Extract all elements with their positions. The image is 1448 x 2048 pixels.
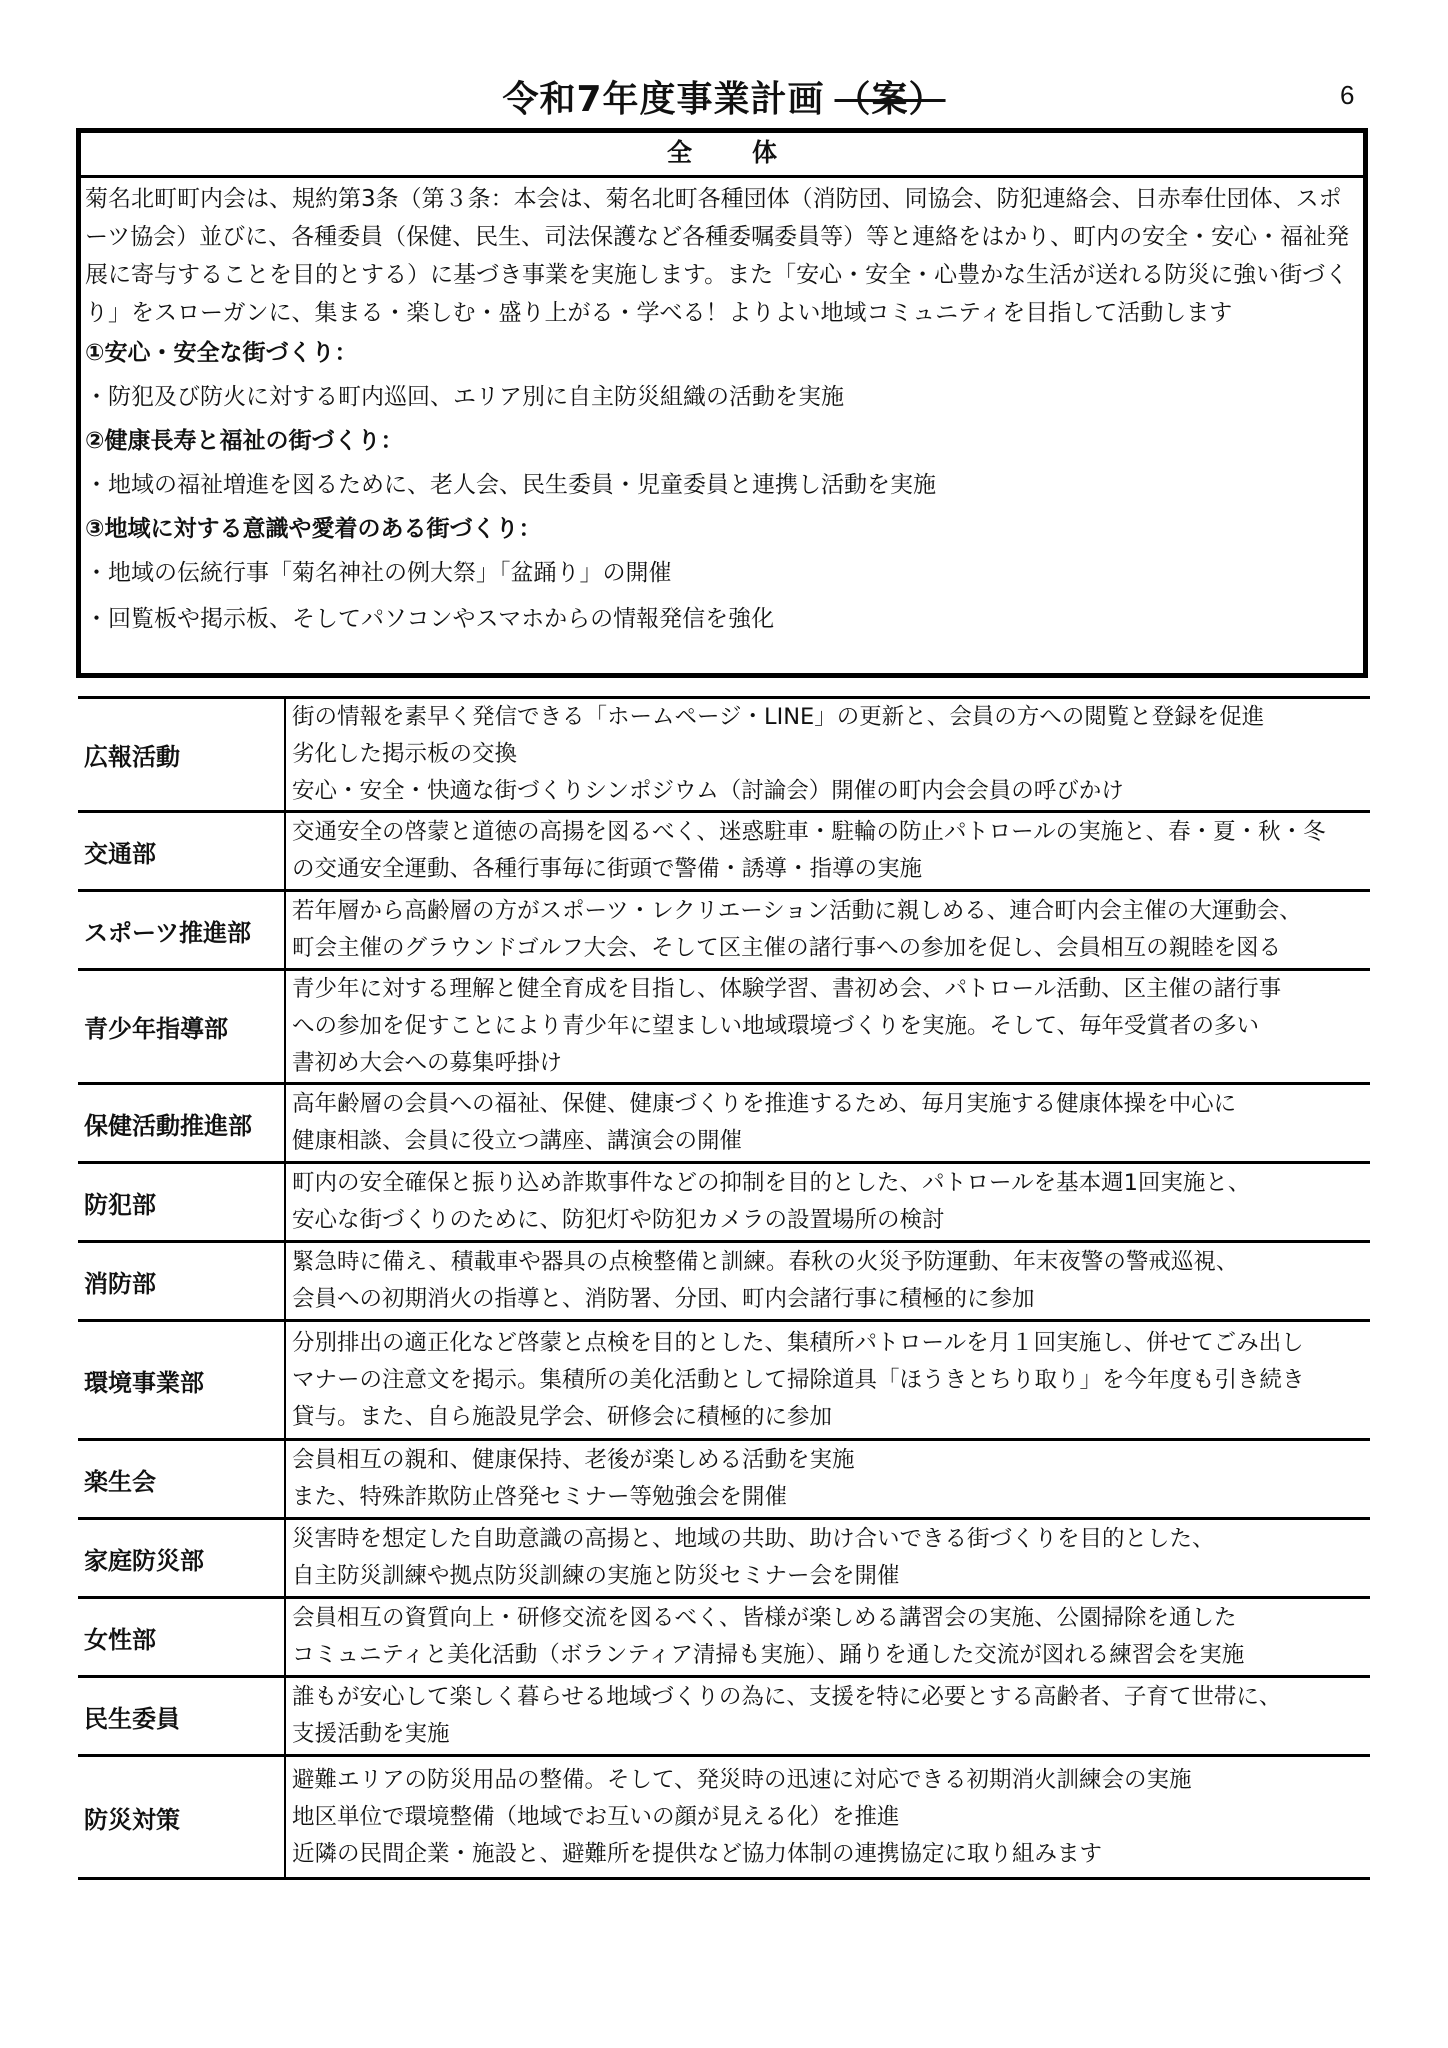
department-table: [78, 696, 1370, 1880]
department-name: スポーツ推進部: [78, 891, 285, 970]
department-description: [285, 698, 1370, 812]
description-line: 交通安全の啓蒙と道徳の高揚を図るべく、迷惑駐車・駐輪の防止パトロールの実施と、春・夏・秋・冬: [292, 819, 1326, 845]
table-row: [78, 1519, 1370, 1598]
title-text: 令和7年度事業計画: [502, 79, 825, 120]
table-row: [78, 1677, 1370, 1756]
department-description: [285, 970, 1370, 1084]
table-row: [78, 698, 1370, 812]
description-line: 町会主催のグラウンドゴルフ大会、そして区主催の諸行事への参加を促し、会員相互の親睦を図る: [292, 935, 1282, 961]
department-name: 広報活動: [78, 698, 285, 812]
overall-body: [81, 178, 1363, 642]
description-line: 災害時を想定した自助意識の高揚と、地域の共助、助け合いできる街づくりを目的とした、: [292, 1526, 1215, 1552]
title-draft-mark: （案）: [834, 79, 946, 120]
goal-item: ・地域の伝統行事「菊名神社の例大祭」「盆踊り」の開催: [85, 560, 672, 586]
description-line: 会員への初期消火の指導と、消防署、分団、町内会諸行事に積極的に参加: [292, 1286, 1035, 1312]
description-line: 近隣の民間企業・施設と、避難所を提供など協力体制の連携協定に取り組みます: [292, 1840, 1103, 1867]
description-line: コミュニティと美化活動（ボランティア清掃も実施）、踊りを通した交流が図れる練習会を実施: [292, 1642, 1245, 1668]
department-name: 家庭防災部: [78, 1519, 285, 1598]
description-line: 会員相互の資質向上・研修交流を図るべく、皆様が楽しめる講習会の実施、公園掃除を通した: [292, 1605, 1237, 1631]
description-line: 自主防災訓練や拠点防災訓練の実施と防災セミナー会を開催: [292, 1563, 900, 1589]
department-description: [285, 1440, 1370, 1519]
description-line: 会員相互の親和、健康保持、老後が楽しめる活動を実施: [292, 1447, 855, 1473]
description-line: 街の情報を素早く発信できる「ホームページ・LINE」の更新と、会員の方への閲覧と登録を促進: [292, 704, 1265, 730]
department-name: 民生委員: [78, 1677, 285, 1756]
department-description: [285, 891, 1370, 970]
department-name: 女性部: [78, 1598, 285, 1677]
description-line: また、特殊詐欺防止啓発セミナー等勉強会を開催: [292, 1484, 788, 1510]
goal-heading: ①安心・安全な街づくり：: [85, 340, 358, 366]
department-description: [285, 1242, 1370, 1321]
department-description: [285, 1519, 1370, 1598]
table-row: [78, 891, 1370, 970]
department-description: [285, 1321, 1370, 1440]
description-line: 若年層から高齢層の方がスポーツ・レクリエーション活動に親しめる、連合町内会主催の大運動会、: [292, 898, 1302, 924]
goal-item: ・防犯及び防火に対する町内巡回、エリア別に自主防災組織の活動を実施: [85, 384, 844, 410]
description-line: 誰もが安心して楽しく暮らせる地域づくりの為に、支援を特に必要とする高齢者、子育て世帯に、: [292, 1684, 1282, 1710]
department-name: 交通部: [78, 812, 285, 891]
department-name: 防災対策: [78, 1756, 285, 1879]
description-line: 地区単位で環境整備（地域でお互いの顔が見える化）を推進: [292, 1803, 900, 1830]
description-line: 緊急時に備え、積載車や器具の点検整備と訓練。春秋の火災予防運動、年末夜警の警戒巡視、: [292, 1249, 1239, 1275]
table-row: [78, 1598, 1370, 1677]
description-line: 貸与。また、自ら施設見学会、研修会に積極的に参加: [292, 1403, 833, 1430]
goal-heading: ②健康長寿と福祉の街づくり：: [85, 428, 404, 454]
page-number: 6: [1340, 80, 1355, 110]
description-line: 町内の安全確保と振り込め詐欺事件などの抑制を目的とした、パトロールを基本週1回実施と、: [292, 1170, 1251, 1196]
description-line: 青少年に対する理解と健全育成を目指し、体験学習、書初め会、パトロール活動、区主催の諸行事: [292, 976, 1282, 1002]
table-row: [78, 1321, 1370, 1440]
department-name: 防犯部: [78, 1163, 285, 1242]
description-line: 避難エリアの防災用品の整備。そして、発災時の迅速に対応できる初期消火訓練会の実施: [292, 1766, 1192, 1793]
table-row: [78, 1440, 1370, 1519]
description-line: 支援活動を実施: [292, 1721, 450, 1747]
overall-header: 全体: [81, 133, 1363, 178]
description-line: 書初め大会への募集呼掛け: [292, 1050, 563, 1076]
goal-item: ・回覧板や掲示板、そしてパソコンやスマホからの情報発信を強化: [85, 606, 775, 632]
description-line: 安心な街づくりのために、防犯灯や防犯カメラの設置場所の検討: [292, 1207, 945, 1233]
table-row: [78, 1756, 1370, 1879]
description-line: 健康相談、会員に役立つ講座、講演会の開催: [292, 1128, 743, 1154]
description-line: への参加を促すことにより青少年に望ましい地域環境づくりを実施。そして、毎年受賞者の多い: [292, 1013, 1260, 1039]
table-row: [78, 970, 1370, 1084]
table-row: [78, 1242, 1370, 1321]
overall-section: [76, 128, 1368, 678]
page-title: [0, 72, 1448, 128]
department-description: [285, 1163, 1370, 1242]
department-name: 楽生会: [78, 1440, 285, 1519]
department-description: [285, 1084, 1370, 1163]
department-description: [285, 1598, 1370, 1677]
description-line: 安心・安全・快適な街づくりシンポジウム（討論会）開催の町内会会員の呼びかけ: [292, 778, 1124, 804]
description-line: 分別排出の適正化など啓蒙と点検を目的とした、集積所パトロールを月１回実施し、併せてごみ出し: [292, 1329, 1304, 1356]
table-row: [78, 1084, 1370, 1163]
department-description: [285, 1677, 1370, 1756]
description-line: 高年齢層の会員への福祉、保健、健康づくりを推進するため、毎月実施する健康体操を中心に: [292, 1091, 1237, 1117]
table-row: [78, 1163, 1370, 1242]
department-name: 保健活動推進部: [78, 1084, 285, 1163]
table-row: [78, 812, 1370, 891]
department-description: [285, 1756, 1370, 1879]
department-name: 消防部: [78, 1242, 285, 1321]
department-description: [285, 812, 1370, 891]
overall-intro: 菊名北町町内会は、規約第3条（第３条：本会は、菊名北町各種団体（消防団、同協会、防犯連絡会、日赤奉仕団体、スポーツ協会）並びに、各種委員（保健、民生、司法保護など各種委嘱委員等）等と連絡をはかり、町内の安全・安心・福祉発展に寄与することを目的とする）に基づき事業を実施します。また「安心・安全・心豊かな生活が送れる防災に強い街づくり」をスローガンに、集まる・楽しむ・盛り上がる・学べる！よりよい地域コミュニティを目指して活動します: [85, 186, 1350, 326]
department-name: 環境事業部: [78, 1321, 285, 1440]
goal-heading: ③地域に対する意識や愛着のある街づくり：: [85, 516, 542, 542]
goal-item: ・地域の福祉増進を図るために、老人会、民生委員・児童委員と連携し活動を実施: [85, 472, 936, 498]
description-line: の交通安全運動、各種行事毎に街頭で警備・誘導・指導の実施: [292, 856, 923, 882]
description-line: 劣化した掲示板の交換: [292, 741, 518, 767]
description-line: マナーの注意文を掲示。集積所の美化活動として掃除道具「ほうきとちり取り」を今年度も引き続き: [292, 1366, 1305, 1393]
department-name: 青少年指導部: [78, 970, 285, 1084]
